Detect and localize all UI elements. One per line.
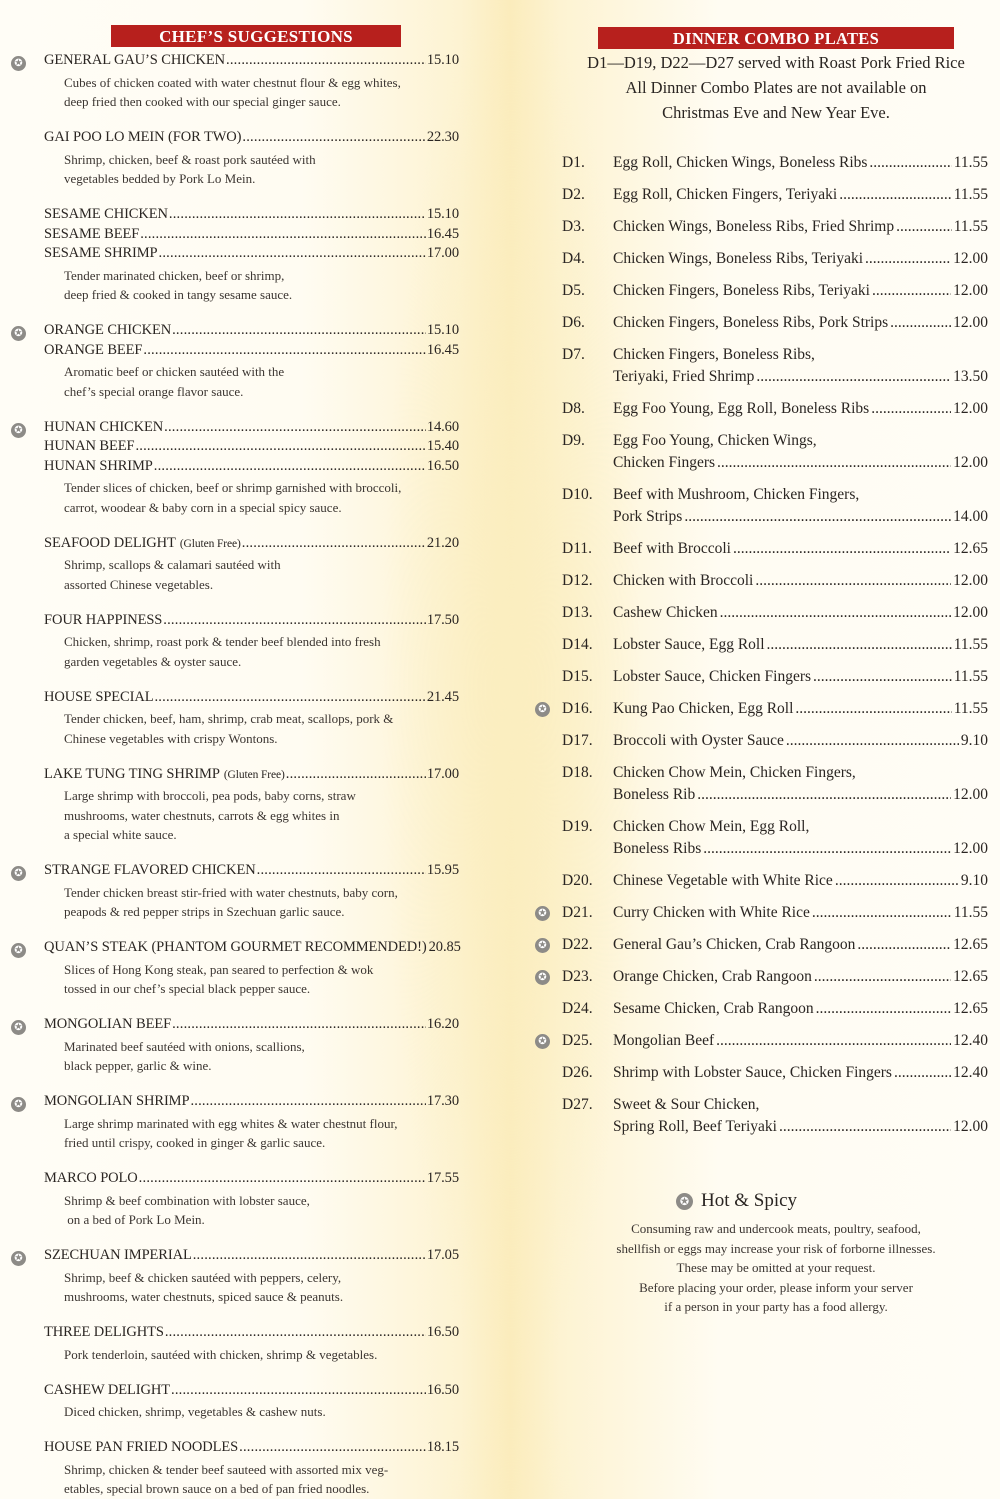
combo-price: 9.10: [960, 732, 988, 749]
menu-item-description: Slices of Hong Kong steak, pan seared to perfection & wok: [64, 961, 374, 977]
menu-item-line: [44, 535, 459, 555]
combo-name: Broccoli with Oyster Sauce: [613, 732, 784, 749]
menu-item-name: GENERAL GAU’S CHICKEN: [44, 52, 226, 68]
dot-leader: [812, 904, 952, 922]
combo-code: D8.: [562, 400, 585, 417]
combo-code: D12.: [562, 572, 593, 589]
menu-item-name: HUNAN BEEF: [44, 438, 135, 454]
dot-leader: [814, 968, 951, 986]
dot-leader: [139, 1170, 426, 1187]
dot-leader: [697, 786, 951, 804]
notice-line: if a person in your party has a food allergy.: [664, 1299, 888, 1314]
dot-leader: [242, 129, 425, 146]
menu-item-name: LAKE TUNG TING SHRIMP: [44, 765, 220, 782]
menu-item-name: SZECHUAN IMPERIAL: [44, 1247, 192, 1263]
menu-item-name: SESAME SHRIMP: [44, 245, 158, 261]
dot-leader: [871, 400, 951, 418]
menu-item-description: Tender marinated chicken, beef or shrimp,: [64, 267, 285, 283]
combo-price: 12.40: [953, 1032, 988, 1049]
combo-name: Kung Pao Chicken, Egg Roll: [613, 700, 794, 717]
menu-item-description: Chinese vegetables with crispy Wontons.: [64, 730, 278, 746]
combo-price: 12.40: [953, 1064, 988, 1081]
combo-price: 12.00: [953, 250, 988, 267]
combo-price: 11.55: [953, 904, 988, 921]
menu-item-name: FOUR HAPPINESS: [44, 611, 163, 628]
menu-item-price: 17.00: [426, 245, 459, 261]
legend-label: Hot & Spicy: [701, 1190, 798, 1211]
chefs-suggestions-banner: CHEF’S SUGGESTIONS: [111, 25, 401, 47]
menu-item-price: 15.95: [426, 862, 459, 878]
dot-leader: [716, 1032, 951, 1050]
menu-item-description: Shrimp, chicken & tender beef sauteed with assorted mix veg-: [64, 1461, 389, 1477]
menu-item-line: [44, 245, 459, 265]
combo-code: D23.: [562, 968, 593, 985]
combo-name: Chicken Fingers, Boneless Ribs,: [613, 346, 815, 363]
star-icon: ✪: [535, 702, 550, 717]
combo-name: Egg Foo Young, Chicken Wings,: [613, 432, 817, 449]
menu-item-description: Marinated beef sautéed with onions, scallions,: [64, 1038, 305, 1054]
combo-code: D3.: [562, 218, 585, 235]
dot-leader: [835, 872, 959, 890]
dot-leader: [795, 700, 951, 718]
dot-leader: [767, 636, 952, 654]
menu-item-price: 16.20: [426, 1016, 459, 1032]
menu-item-line: [44, 322, 459, 342]
dot-leader: [154, 689, 425, 706]
dot-leader: [242, 535, 426, 552]
combo-header-line: All Dinner Combo Plates are not available on: [625, 78, 927, 97]
combo-code: D11.: [562, 540, 592, 557]
combo-name: Sweet & Sour Chicken,: [613, 1096, 760, 1113]
star-icon: ✪: [11, 1251, 26, 1266]
combo-price: 12.00: [953, 314, 988, 331]
star-icon: ✪: [11, 1097, 26, 1112]
menu-item-line: [44, 458, 459, 478]
menu-item-description: Pork tenderloin, sautéed with chicken, shrimp & vegetables.: [64, 1346, 378, 1362]
combo-code: D5.: [562, 282, 585, 299]
combo-code: D17.: [562, 732, 593, 749]
combo-header-line: Christmas Eve and New Year Eve.: [662, 103, 890, 122]
menu-item-price: 16.50: [426, 1381, 459, 1398]
combo-name: Chicken with Broccoli: [613, 572, 754, 589]
menu-item-name: GAI POO LO MEIN (FOR TWO): [44, 129, 242, 145]
combo-price: 12.65: [953, 540, 988, 557]
menu-item-price: 14.60: [426, 418, 459, 435]
menu-item-description: mushrooms, water chestnuts, carrots & egg whites in: [64, 807, 340, 823]
combo-name: Chinese Vegetable with White Rice: [613, 872, 833, 889]
combo-code: D4.: [562, 250, 585, 267]
combo-code: D22.: [562, 936, 593, 953]
menu-item-description: peapods & red pepper strips in Szechuan garlic sauce.: [64, 904, 345, 919]
dot-leader: [140, 226, 426, 243]
menu-item-line: [44, 129, 459, 149]
menu-item-name: STRANGE FLAVORED CHICKEN: [44, 862, 256, 878]
menu-item-description: black pepper, garlic & wine.: [64, 1058, 212, 1073]
menu-item-price: 21.45: [426, 688, 459, 705]
star-icon: ✪: [676, 1193, 693, 1210]
menu-item-price: 17.50: [426, 611, 459, 628]
dot-leader: [226, 52, 426, 69]
menu-item-line: [44, 1382, 459, 1402]
combo-code: D15.: [562, 668, 593, 685]
menu-item-description: assorted Chinese vegetables.: [64, 576, 214, 592]
combo-price: 9.10: [960, 872, 988, 889]
notice-line: These may be omitted at your request.: [676, 1260, 876, 1275]
dot-leader: [894, 1064, 951, 1082]
menu-item-description: vegetables bedded by Pork Lo Mein.: [64, 171, 256, 186]
combo-price: 12.00: [953, 282, 988, 299]
menu-item-description: Shrimp & beef combination with lobster sauce,: [64, 1192, 310, 1208]
menu-item-name: CASHEW DELIGHT: [44, 1381, 170, 1398]
combo-code: D20.: [562, 872, 593, 889]
dot-leader: [756, 368, 951, 386]
combo-code: D14.: [562, 636, 593, 653]
combo-name: Lobster Sauce, Egg Roll: [613, 636, 765, 653]
combo-price: 12.00: [953, 454, 988, 471]
combo-code: D18.: [562, 764, 593, 781]
combo-header-note: [540, 50, 1000, 125]
star-icon: ✪: [535, 1034, 550, 1049]
combo-price: 12.00: [953, 604, 988, 621]
dot-leader: [257, 862, 426, 879]
menu-item-line: [44, 689, 459, 709]
dot-leader: [733, 540, 951, 558]
combo-price: 11.55: [953, 186, 988, 203]
dot-leader: [239, 1439, 426, 1456]
combo-price: 12.00: [953, 400, 988, 417]
menu-item-name: ORANGE CHICKEN: [44, 322, 172, 338]
combo-name: Chicken Fingers: [613, 454, 716, 471]
menu-item-price: 16.50: [426, 1324, 459, 1340]
star-icon: ✪: [11, 943, 26, 958]
menu-item-description: Chicken, shrimp, roast pork & tender beef blended into fresh: [64, 634, 381, 649]
combo-name: Chicken Chow Mein, Chicken Fingers,: [613, 764, 856, 781]
menu-item-name: SESAME BEEF: [44, 225, 140, 242]
menu-item-description: Tender chicken breast stir-fried with water chestnuts, baby corn,: [64, 884, 398, 900]
combo-code: D26.: [562, 1064, 593, 1081]
menu-item-description: a special white sauce.: [64, 827, 177, 842]
combo-name: Mongolian Beef: [613, 1032, 715, 1049]
combo-code: D6.: [562, 314, 585, 331]
combo-name: Chicken Wings, Boneless Ribs, Fried Shrimp: [613, 218, 895, 235]
menu-item-line: [44, 939, 459, 959]
combo-price: 12.00: [953, 840, 988, 857]
menu-item-line: [44, 612, 459, 632]
combo-name: Lobster Sauce, Chicken Fingers: [613, 668, 812, 685]
combo-price: 12.65: [953, 1000, 988, 1017]
combo-price: 11.55: [953, 636, 988, 653]
menu-item-line: [44, 1247, 459, 1267]
dot-leader: [890, 314, 951, 332]
combo-code: D7.: [562, 346, 585, 363]
combo-price: 11.55: [953, 700, 988, 717]
menu-item-description: garden vegetables & oyster sauce.: [64, 653, 242, 669]
menu-item-price: 17.05: [426, 1247, 459, 1263]
dot-leader: [865, 250, 951, 268]
gluten-free-tag: (Gluten Free): [223, 768, 285, 781]
combo-price: 11.55: [953, 218, 988, 235]
combo-name: Orange Chicken, Crab Rangoon: [613, 968, 812, 985]
combo-code: D27.: [562, 1096, 593, 1113]
combo-price: 12.00: [953, 572, 988, 589]
menu-item-description: Tender chicken, beef, ham, shrimp, crab meat, scallops, pork &: [64, 711, 394, 726]
dot-leader: [154, 458, 426, 475]
menu-item-line: [44, 206, 459, 226]
dot-leader: [816, 1000, 952, 1018]
dot-leader: [165, 1324, 426, 1341]
menu-item-description: Shrimp, scallops & calamari sautéed with: [64, 557, 281, 572]
menu-item-line: [44, 342, 459, 362]
menu-item-price: 17.00: [426, 765, 459, 782]
combo-price: 13.50: [953, 368, 988, 385]
menu-item-name: SESAME CHICKEN: [44, 206, 168, 222]
combo-code: D2.: [562, 186, 585, 203]
menu-item-description: chef’s special orange flavor sauce.: [64, 383, 244, 399]
dot-leader: [872, 282, 951, 300]
menu-item-price: 15.10: [426, 206, 459, 222]
menu-item-price: 15.40: [426, 438, 459, 454]
menu-item-price: 17.55: [426, 1170, 459, 1186]
combo-code: D21.: [562, 904, 593, 921]
menu-item-description: carrot, woodear & baby corn in a special spicy sauce.: [64, 499, 342, 515]
combo-name: Egg Foo Young, Egg Roll, Boneless Ribs: [613, 400, 870, 417]
menu-item-description: Tender slices of chicken, beef or shrimp garnished with broccoli,: [64, 480, 402, 495]
menu-item-description: Large shrimp with broccoli, pea pods, baby corns, straw: [64, 788, 356, 803]
combo-code: D16.: [562, 700, 593, 717]
combo-name: Chicken Fingers, Boneless Ribs, Teriyaki: [613, 282, 870, 299]
menu-item-description: Shrimp, chicken, beef & roast pork sautéed with: [64, 151, 316, 167]
combo-price: 14.00: [953, 508, 988, 525]
star-icon: ✪: [535, 970, 550, 985]
menu-item-description: fried until crispy, cooked in ginger & garlic sauce.: [64, 1135, 326, 1150]
combo-price: 12.00: [953, 1118, 988, 1135]
star-icon: ✪: [535, 938, 550, 953]
menu-item-line: [44, 226, 459, 246]
menu-item-description: tossed in our chef’s special black pepper sauce.: [64, 981, 311, 996]
notice-line: shellfish or eggs may increase your risk of forborne illnesses.: [616, 1240, 936, 1256]
menu-item-description: Cubes of chicken coated with water chestnut flour & egg whites,: [64, 74, 401, 90]
menu-item-price: 16.45: [426, 225, 459, 242]
menu-item-description: Aromatic beef or chicken sautéed with the: [64, 364, 285, 379]
dot-leader: [286, 766, 426, 783]
menu-item-line: [44, 419, 459, 439]
menu-item-description: deep fried then cooked with our special ginger sauce.: [64, 94, 341, 109]
dot-leader: [172, 322, 426, 339]
menu-item-description: etables, special brown sauce on a bed of pan fried noodles.: [64, 1481, 370, 1496]
star-icon: ✪: [535, 906, 550, 921]
menu-item-price: 22.30: [426, 129, 459, 145]
combo-name: Cashew Chicken: [613, 604, 718, 621]
combo-name: Teriyaki, Fried Shrimp: [613, 368, 755, 385]
menu-item-name: HUNAN SHRIMP: [44, 457, 153, 474]
menu-item-description: Diced chicken, shrimp, vegetables & cashew nuts.: [64, 1404, 326, 1419]
star-icon: ✪: [11, 56, 26, 71]
menu-item-line: [44, 1324, 459, 1344]
combo-code: D13.: [562, 604, 593, 621]
combo-code: D10.: [562, 486, 593, 503]
dot-leader: [813, 668, 952, 686]
menu-item-name: SEAFOOD DELIGHT: [44, 534, 176, 551]
menu-item-name: THREE DELIGHTS: [44, 1324, 164, 1340]
menu-item-line: [44, 1170, 459, 1190]
menu-item-line: [44, 766, 459, 786]
combo-name: Pork Strips: [613, 508, 683, 525]
dot-leader: [779, 1118, 951, 1136]
menu-item-price: 20.85: [428, 939, 461, 955]
star-icon: ✪: [11, 326, 26, 341]
dot-leader: [857, 936, 951, 954]
combo-name: Chicken Chow Mein, Egg Roll,: [613, 818, 810, 835]
combo-name: Beef with Broccoli: [613, 540, 731, 557]
menu-item-name: HOUSE PAN FRIED NOODLES: [44, 1439, 239, 1455]
combo-price: 11.55: [953, 154, 988, 171]
menu-item-description: Shrimp, beef & chicken sautéed with peppers, celery,: [64, 1269, 342, 1285]
dot-leader: [839, 186, 951, 204]
menu-item-price: 15.10: [426, 52, 459, 68]
combo-name: Egg Roll, Chicken Wings, Boneless Ribs: [613, 154, 868, 171]
dot-leader: [193, 1247, 426, 1264]
menu-item-description: on a bed of Pork Lo Mein.: [64, 1212, 205, 1227]
dot-leader: [171, 1382, 426, 1399]
menu-item-name: HUNAN CHICKEN: [44, 418, 164, 435]
allergy-notice: [560, 1219, 992, 1317]
combo-name: Curry Chicken with White Rice: [613, 904, 810, 921]
dot-leader: [720, 604, 952, 622]
dot-leader: [703, 840, 951, 858]
menu-item-price: 16.50: [426, 457, 459, 474]
menu-item-price: 15.10: [426, 322, 459, 338]
star-icon: ✪: [11, 866, 26, 881]
dot-leader: [190, 1093, 425, 1110]
menu-item-price: 17.30: [426, 1093, 459, 1109]
dot-leader: [684, 508, 951, 526]
combo-code: D9.: [562, 432, 585, 449]
menu-item-line: [44, 1093, 459, 1113]
combo-name: Beef with Mushroom, Chicken Fingers,: [613, 486, 860, 503]
menu-item-line: [44, 1016, 459, 1036]
menu-item-line: [44, 438, 459, 458]
combo-name: General Gau’s Chicken, Crab Rangoon: [613, 936, 856, 953]
combo-price: 12.65: [953, 968, 988, 985]
dot-leader: [135, 438, 425, 455]
notice-line: Before placing your order, please inform your server: [639, 1279, 913, 1295]
dot-leader: [896, 218, 952, 236]
combo-price: 12.65: [953, 936, 988, 953]
dot-leader: [172, 1016, 426, 1033]
menu-item-line: [44, 52, 459, 72]
menu-item-name: ORANGE BEEF: [44, 341, 143, 358]
menu-item-description: deep fried & cooked in tangy sesame sauce.: [64, 287, 293, 302]
dot-leader: [169, 206, 426, 223]
dot-leader: [143, 342, 425, 359]
combo-header-line: D1—D19, D22—D27 served with Roast Pork Fried Rice: [587, 53, 965, 72]
combo-code: D25.: [562, 1032, 593, 1049]
combo-name: Shrimp with Lobster Sauce, Chicken Fingers: [613, 1064, 892, 1081]
combo-name: Boneless Rib: [613, 786, 696, 803]
menu-item-description: mushrooms, water chestnuts, spiced sauce & peanuts.: [64, 1289, 344, 1304]
dot-leader: [869, 154, 951, 172]
combo-name: Chicken Fingers, Boneless Ribs, Pork Strips: [613, 314, 889, 331]
combo-name: Boneless Ribs: [613, 840, 702, 857]
combo-price: 11.55: [953, 668, 988, 685]
dot-leader: [164, 419, 426, 436]
menu-item-line: [44, 1439, 459, 1459]
menu-item-name: QUAN’S STEAK (PHANTOM GOURMET RECOMMENDED!): [44, 939, 427, 955]
menu-item-price: 18.15: [426, 1439, 459, 1455]
combo-name: Egg Roll, Chicken Fingers, Teriyaki: [613, 186, 838, 203]
combo-name: Spring Roll, Beef Teriyaki: [613, 1118, 777, 1135]
dot-leader: [755, 572, 951, 590]
menu-item-price: 16.45: [426, 341, 459, 358]
gluten-free-tag: (Gluten Free): [179, 537, 241, 550]
dinner-combo-banner: DINNER COMBO PLATES: [598, 27, 954, 49]
combo-code: D19.: [562, 818, 593, 835]
menu-item-description: Large shrimp marinated with egg whites & water chestnut flour,: [64, 1115, 398, 1131]
notice-line: Consuming raw and undercook meats, poultry, seafood,: [631, 1221, 921, 1236]
menu-item-name: MONGOLIAN BEEF: [44, 1016, 172, 1032]
combo-code: D1.: [562, 154, 585, 171]
menu-item-name: MARCO POLO: [44, 1170, 138, 1186]
menu-item-name: HOUSE SPECIAL: [44, 688, 154, 705]
combo-name: Sesame Chicken, Crab Rangoon: [613, 1000, 814, 1017]
menu-item-name: MONGOLIAN SHRIMP: [44, 1093, 190, 1109]
dot-leader: [786, 732, 959, 750]
dot-leader: [159, 245, 426, 262]
combo-name: Chicken Wings, Boneless Ribs, Teriyaki: [613, 250, 864, 267]
star-icon: ✪: [11, 423, 26, 438]
dot-leader: [163, 612, 426, 629]
combo-code: D24.: [562, 1000, 593, 1017]
combo-price: 12.00: [953, 786, 988, 803]
star-icon: ✪: [11, 1020, 26, 1035]
dot-leader: [717, 454, 951, 472]
hot-spicy-legend: [676, 1190, 797, 1212]
menu-item-price: 21.20: [426, 534, 459, 551]
menu-item-line: [44, 862, 459, 882]
